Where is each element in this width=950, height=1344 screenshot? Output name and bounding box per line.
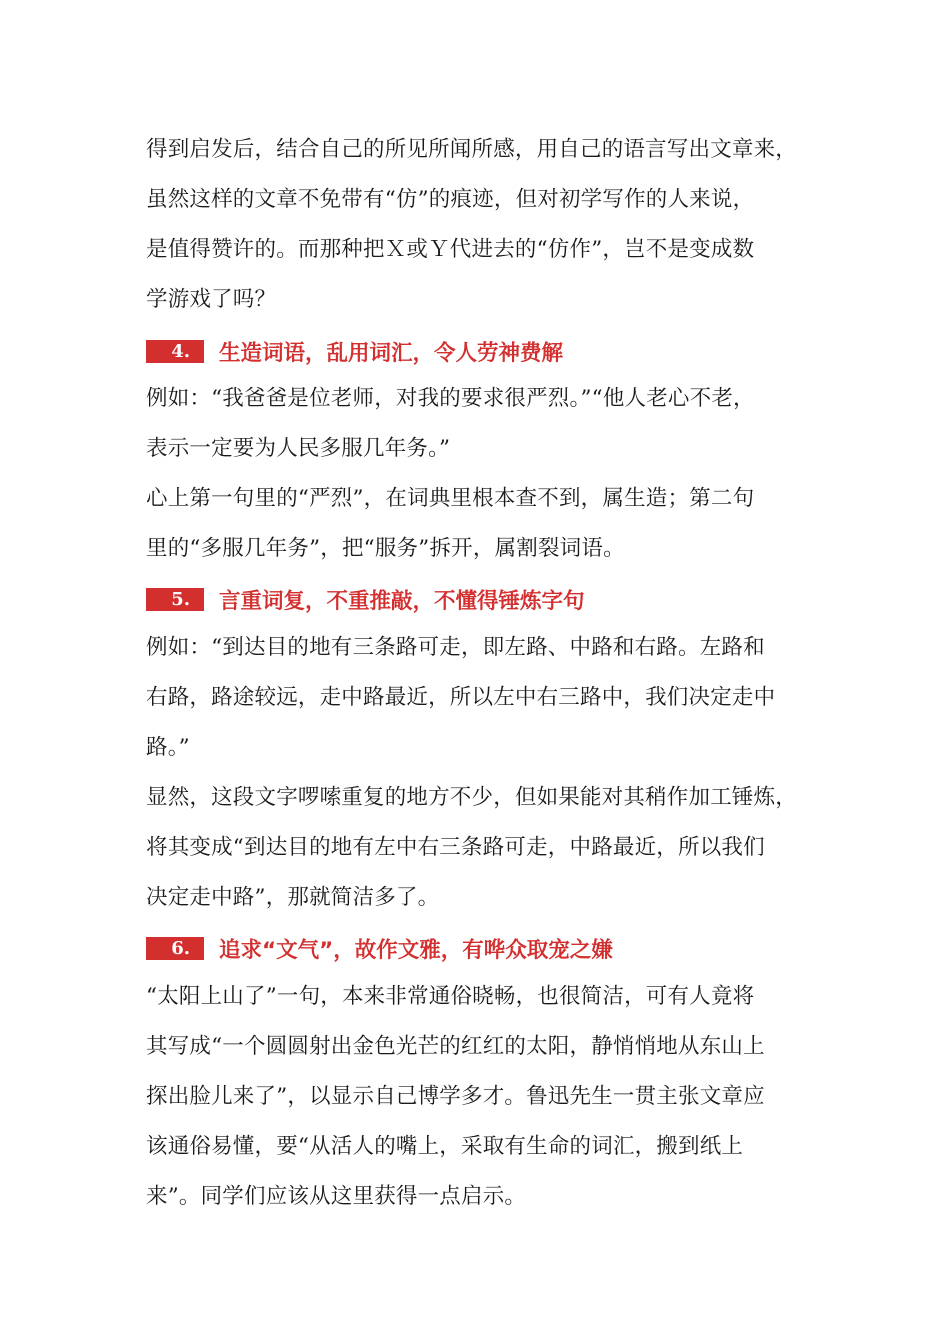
- section-number-badge: 5.: [146, 588, 204, 611]
- paragraph-line: 右路，路途较远，走中路最近，所以左中右三路中，我们决定走中: [146, 685, 776, 710]
- section-title: 追求“文气”，故作文雅，有哗众取宠之嫌: [219, 937, 613, 963]
- paragraph-line: “太阳上山了”一句，本来非常通俗晓畅，也很简洁，可有人竟将: [146, 984, 755, 1009]
- section-title: 言重词复，不重推敲，不懂得锤炼字句: [219, 588, 585, 614]
- paragraph-line: 将其变成“到达目的地有左中右三条路可走，中路最近，所以我们: [146, 835, 765, 860]
- paragraph-line: 路。”: [146, 735, 190, 760]
- paragraph-line: 例如：“到达目的地有三条路可走，即左路、中路和右路。左路和: [146, 635, 765, 660]
- paragraph-line: 心上第一句里的“严烈”，在词典里根本查不到，属生造；第二句: [146, 486, 755, 511]
- section-4-heading: [146, 336, 563, 366]
- paragraph-line: 显然，这段文字啰嗦重复的地方不少，但如果能对其稍作加工锤炼，: [146, 785, 798, 810]
- paragraph-line: 里的“多服几年务”，把“服务”拆开，属割裂词语。: [146, 536, 625, 561]
- paragraph-line: 来”。同学们应该从这里获得一点启示。: [146, 1184, 527, 1209]
- section-5-heading: [146, 584, 585, 614]
- paragraph-line: 该通俗易懂，要“从活人的嘴上，采取有生命的词汇，搬到纸上: [146, 1134, 744, 1159]
- section-number-badge: 6.: [146, 937, 204, 960]
- paragraph-line: 表示一定要为人民多服几年务。”: [146, 436, 451, 461]
- paragraph-line: 例如：“我爸爸是位老师，对我的要求很严烈。”“他人老心不老，: [146, 386, 755, 411]
- section-number-badge: 4.: [146, 340, 204, 363]
- paragraph-line: 其写成“一个圆圆射出金色光芒的红红的太阳，静悄悄地从东山上: [146, 1034, 765, 1059]
- section-6-heading: [146, 933, 613, 963]
- paragraph-line: 决定走中路”，那就简洁多了。: [146, 885, 440, 910]
- paragraph-line: 学游戏了吗？: [146, 287, 277, 312]
- section-title: 生造词语，乱用词汇，令人劳神费解: [219, 340, 564, 366]
- paragraph-line: 是值得赞许的。而那种把Ｘ或Ｙ代进去的“仿作”，岂不是变成数: [146, 237, 755, 262]
- paragraph-line: 探出脸儿来了”，以显示自己博学多才。鲁迅先生一贯主张文章应: [146, 1084, 765, 1109]
- paragraph-line: 得到启发后，结合自己的所见所闻所感，用自己的语言写出文章来，: [146, 137, 798, 162]
- paragraph-line: 虽然这样的文章不免带有“仿”的痕迹，但对初学写作的人来说，: [146, 187, 755, 212]
